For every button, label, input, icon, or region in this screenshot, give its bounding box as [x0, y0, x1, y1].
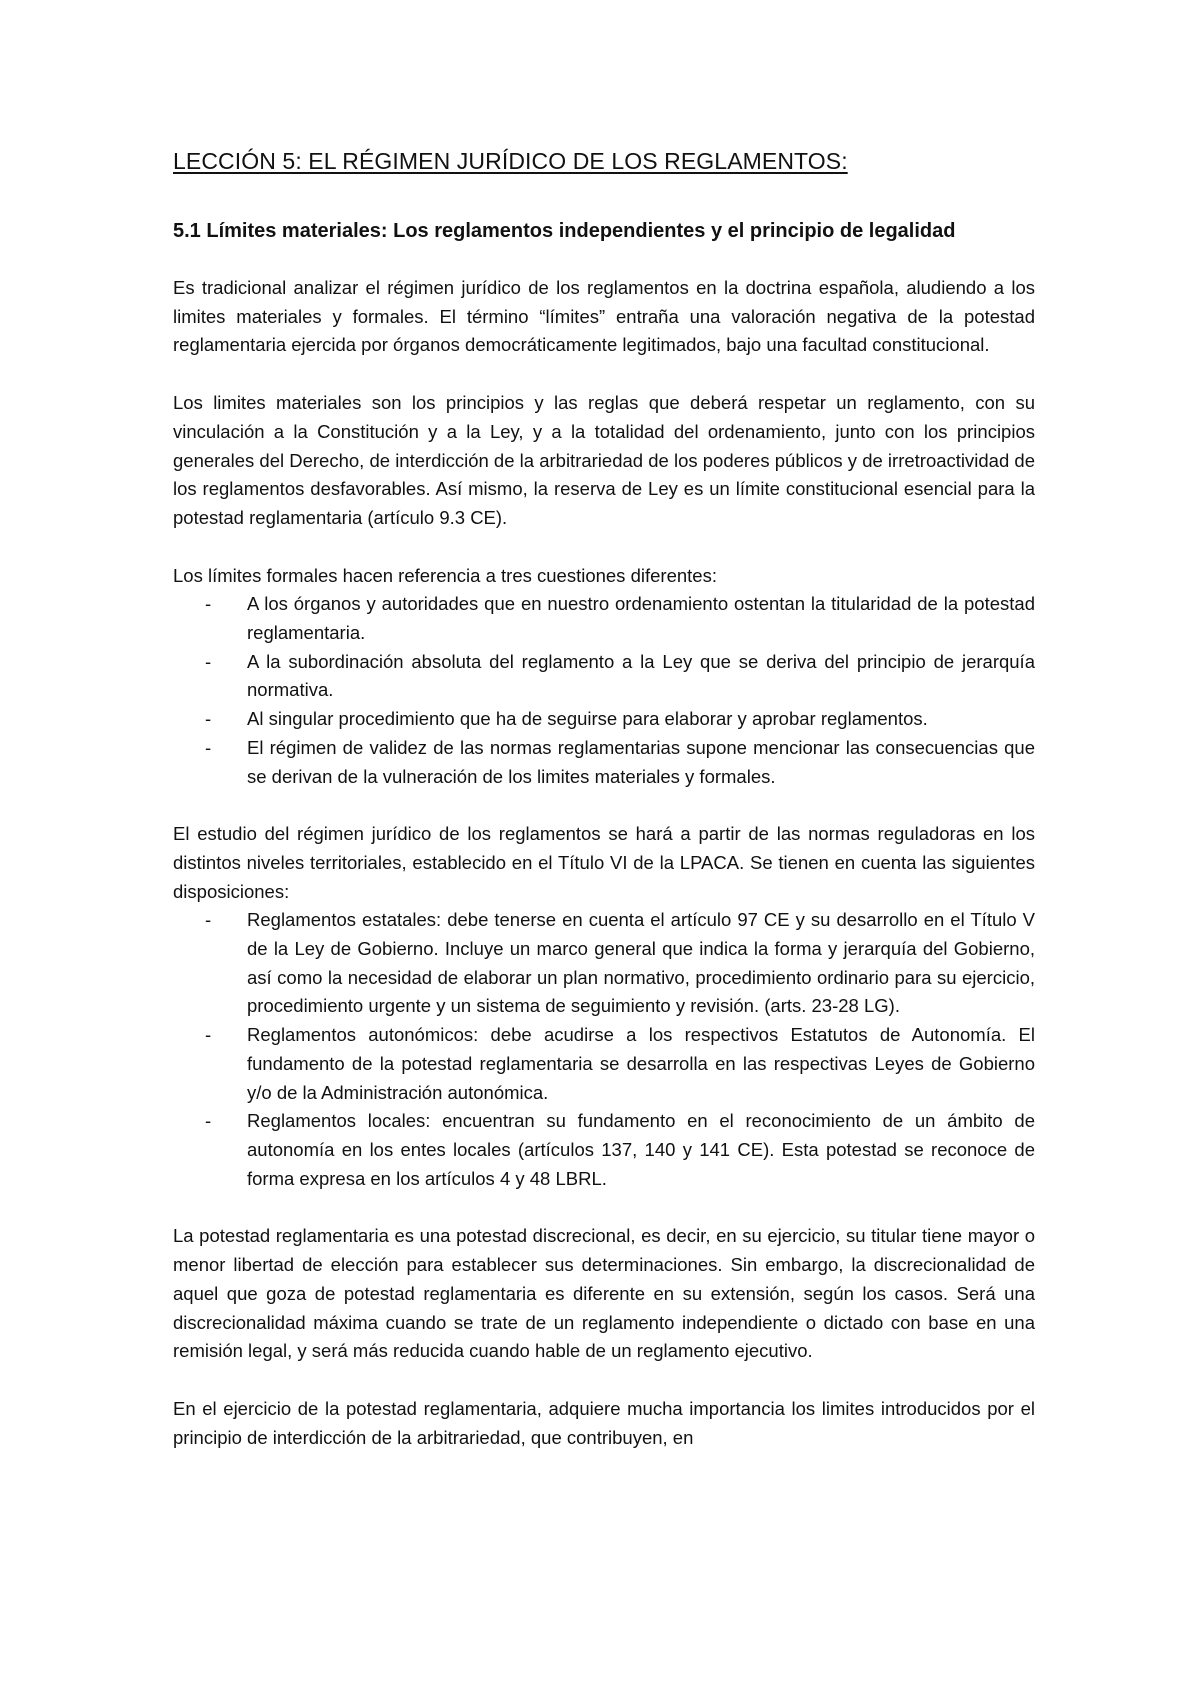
- list-item: - Reglamentos locales: encuentran su fundamento en el reconocimiento de un ámbito de autonomía en los entes locales (artículos 137, 140 y 141 CE). Esta potestad se reconoce de forma expresa en los artículos 4 y 48 LBRL.: [247, 1107, 1035, 1193]
- list-item: - Reglamentos estatales: debe tenerse en cuenta el artículo 97 CE y su desarrollo en el Título V de la Ley de Gobierno. Incluye un marco general que indica la forma y jerarquía del Gobierno, así como la necesidad de elaborar un plan normativo, procedimiento ordinario para su ejercicio, procedimiento urgente y un sistema de seguimiento y revisión. (arts. 23-28 LG).: [247, 906, 1035, 1021]
- document-body: [173, 274, 1035, 1481]
- paragraph-intro: Es tradicional analizar el régimen jurídico de los reglamentos en la doctrina española, aludiendo a los limites materiales y formales. El término “límites” entraña una valoración negativa de la potestad reglamentaria ejercida por órganos democráticamente legitimados, bajo una facultad constitucional.: [173, 277, 1035, 356]
- dispositions-list: [173, 906, 1035, 1193]
- formal-limits-list: [173, 590, 1035, 791]
- list-item: - A los órganos y autoridades que en nuestro ordenamiento ostentan la titularidad de la potestad reglamentaria.: [247, 590, 1035, 647]
- paragraph-formal-limits-lead: Los límites formales hacen referencia a tres cuestiones diferentes:: [173, 564, 717, 586]
- list-item: - A la subordinación absoluta del reglamento a la Ley que se deriva del principio de jerarquía normativa.: [247, 648, 1035, 705]
- list-item: - El régimen de validez de las normas reglamentarias supone mencionar las consecuencias que se derivan de la vulneración de los limites materiales y formales.: [247, 734, 1035, 791]
- paragraph-legal-regime-lead: El estudio del régimen jurídico de los reglamentos se hará a partir de las normas reguladoras en los distintos niveles territoriales, establecido en el Título VI de la LPACA. Se tienen en cuenta las siguientes disposiciones:: [173, 823, 1035, 902]
- paragraph-material-limits: Los limites materiales son los principios y las reglas que deberá respetar un reglamento, con su vinculación a la Constitución y a la Ley, y a la totalidad del ordenamiento, junto con los principios generales del Derecho, de interdicción de la arbitrariedad de los poderes públicos y de irretroactividad de los reglamentos desfavorables. Así mismo, la reserva de Ley es un límite constitucional esencial para la potestad reglamentaria (artículo 9.3 CE).: [173, 392, 1035, 528]
- list-item: - Al singular procedimiento que ha de seguirse para elaborar y aprobar reglamentos.: [247, 705, 1035, 734]
- paragraph-arbitrariness: En el ejercicio de la potestad reglamentaria, adquiere mucha importancia los limites introducidos por el principio de interdicción de la arbitrariedad, que contribuyen, en: [173, 1397, 1035, 1448]
- section-heading: 5.1 Límites materiales: Los reglamentos independientes y el principio de legalidad: [173, 220, 956, 242]
- paragraph-discretion: La potestad reglamentaria es una potestad discrecional, es decir, en su ejercicio, su titular tiene mayor o menor libertad de elección para establecer sus determinaciones. Sin embargo, la discrecionalidad de aquel que goza de potestad reglamentaria es diferente en su extensión, según los casos. Será una discrecionalidad máxima cuando se trate de un reglamento independiente o dictado con base en una remisión legal, y será más reducida cuando hable de un reglamento ejecutivo.: [173, 1225, 1035, 1362]
- lesson-title: LECCIÓN 5: EL RÉGIMEN JURÍDICO DE LOS REGLAMENTOS:: [173, 148, 848, 174]
- list-item: - Reglamentos autonómicos: debe acudirse a los respectivos Estatutos de Autonomía. El fundamento de la potestad reglamentaria se desarrolla en las respectivas Leyes de Gobierno y/o de la Administración autonómica.: [247, 1021, 1035, 1107]
